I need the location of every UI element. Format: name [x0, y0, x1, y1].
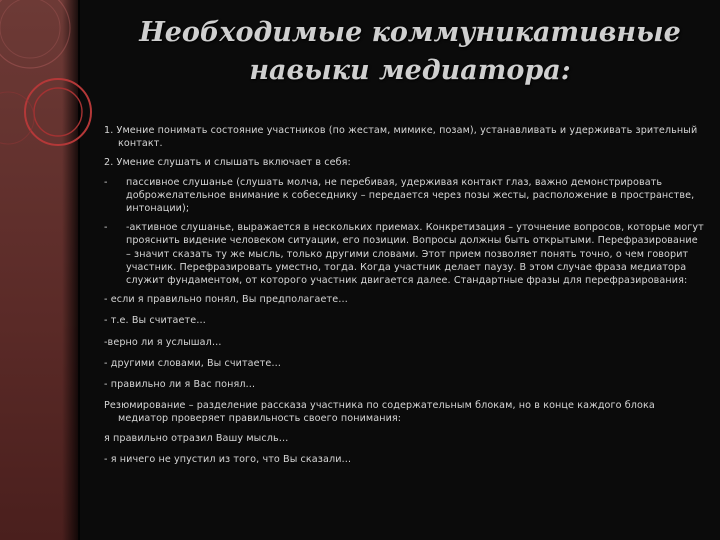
bullet-text: пассивное слушанье (слушать молча, не перебивая, удерживая контакт глаз, важно демонстрировать доброжелательное внимание к собеседнику – передается через позы жесты, расположение в пространстве, интонации); — [126, 176, 695, 215]
slide-title — [120, 14, 700, 90]
phrase-line: -верно ли я услышал… — [104, 336, 222, 348]
summary-paragraph: Резюмирование – разделение рассказа участника по содержательным блокам, но в конце каждого блока медиатор проверяет правильность своего понимания: — [104, 400, 655, 425]
ring-mid-inner — [34, 88, 82, 136]
bullet-passive-listening — [104, 176, 704, 216]
bullet-marker: - — [104, 176, 108, 188]
title-line-1: Необходимые коммуникативные — [139, 17, 681, 48]
item-1: 1. Умение понимать состояние участников (по жестам, мимике, позам), устанавливать и удерживать зрительный контакт. — [104, 125, 698, 150]
ring-low — [0, 92, 34, 144]
phrase-line: - т.е. Вы считаете… — [104, 315, 206, 327]
bullet-active-listening — [104, 221, 704, 287]
bullet-text: -активное слушанье, выражается в нескольких приемах. Конкретизация – уточнение вопросов, которые могут прояснить видение человеком ситуации, его позиции. Вопросы должны быть открытыми. Перефразирование – значит сказать ту же мысль, только другими словами. Этот прием позволяет понять точно, о чем говорит участник. Перефразировать уместно, тогда. Когда участник делает паузу. В этом случае фраза медиатора служит фундаментом, от которого участник двигается далее. Стандартные фразы для перефразирования: — [126, 222, 704, 287]
phrase-line: - правильно ли я Вас понял… — [104, 379, 256, 391]
ring-top-inner — [0, 0, 60, 58]
bullet-marker: - — [104, 222, 108, 234]
slide-body — [104, 124, 704, 474]
phrase-line: я правильно отразил Вашу мысль… — [104, 432, 289, 444]
phrase-line: - я ничего не упустил из того, что Вы сказали… — [104, 453, 352, 465]
ring-mid-outer — [25, 79, 91, 145]
phrase-line: - если я правильно понял, Вы предполагаете… — [104, 294, 348, 306]
title-line-2: навыки медиатора: — [249, 55, 571, 86]
item-2: 2. Умение слушать и слышать включает в себя: — [104, 157, 351, 169]
phrase-line: - другими словами, Вы считаете… — [104, 357, 282, 369]
